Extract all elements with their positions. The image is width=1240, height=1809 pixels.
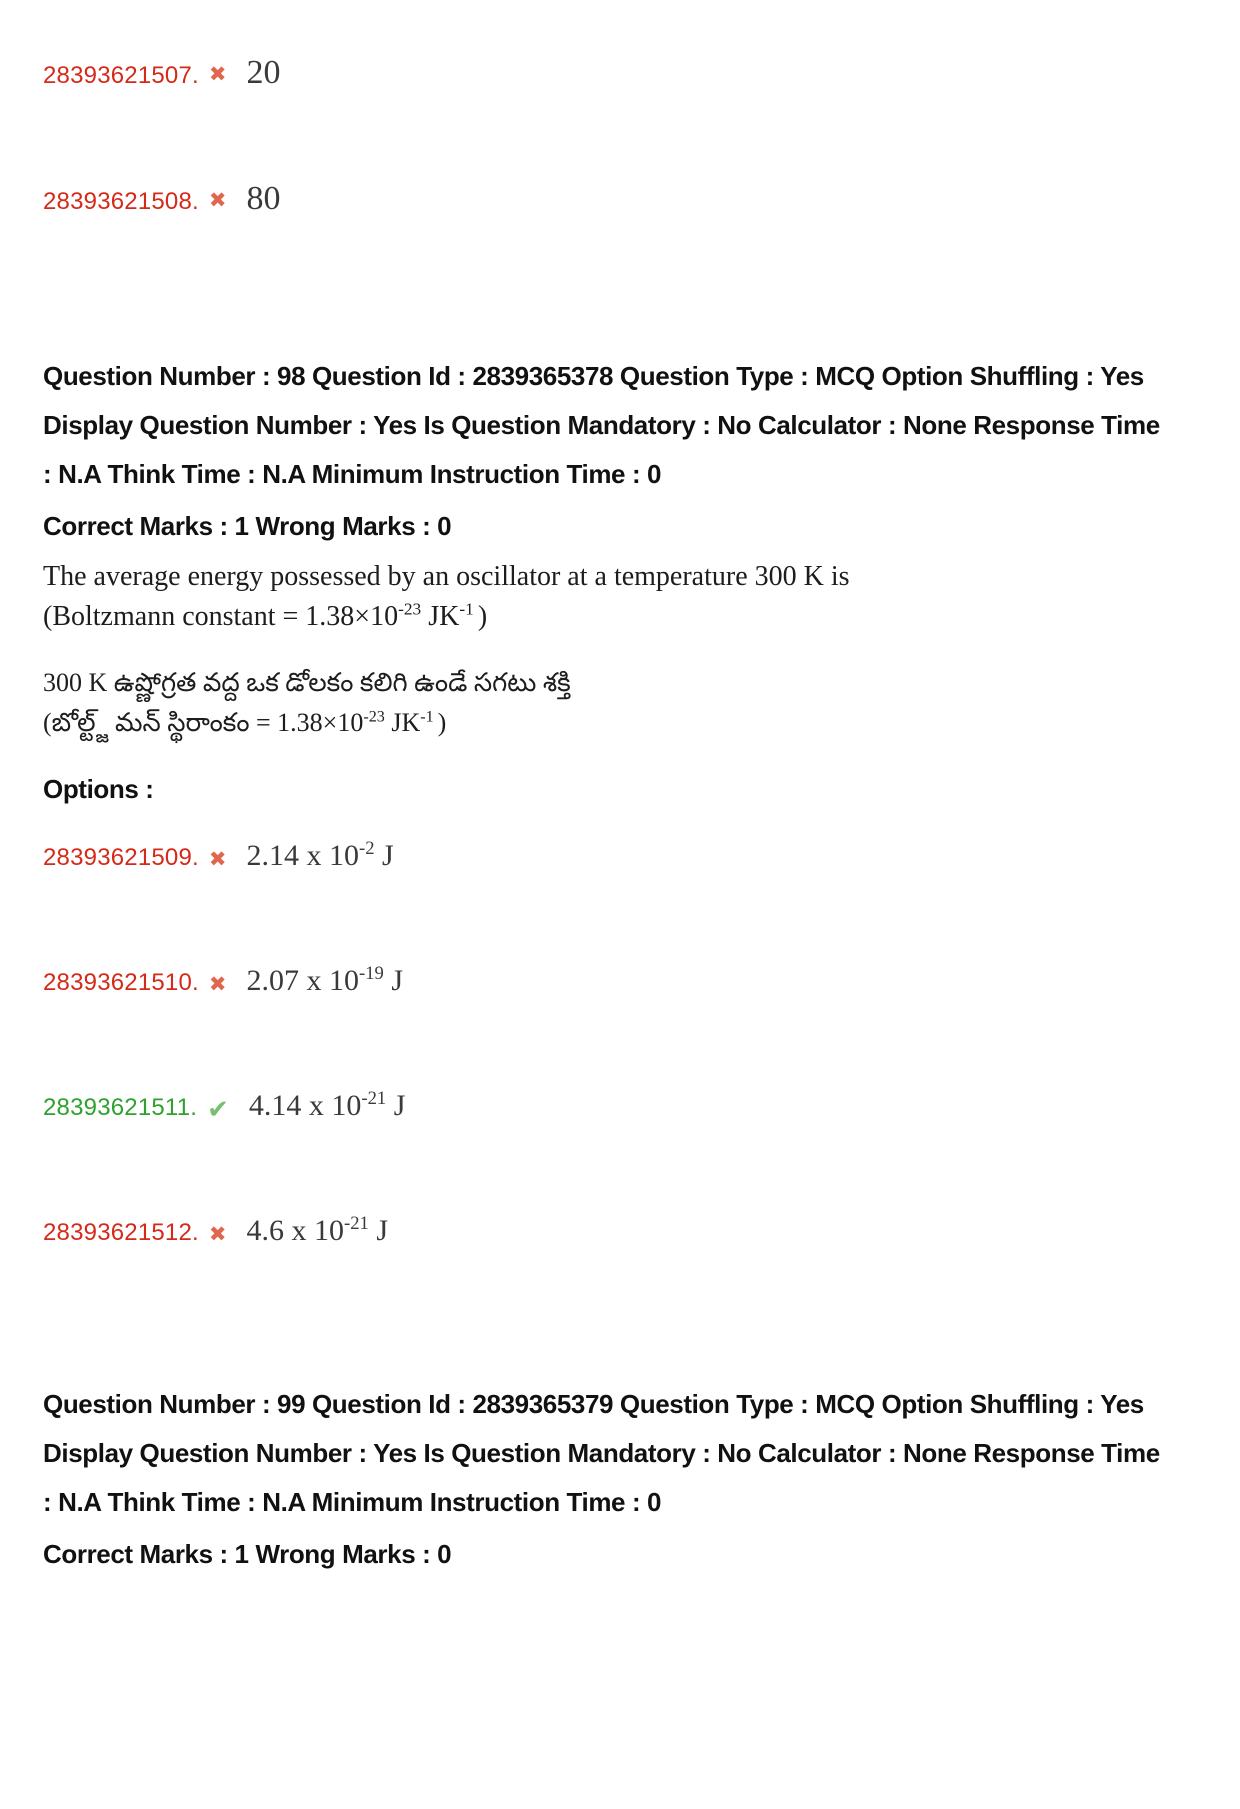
question-text-line: (బోల్ట్జ్ మన్ స్థిరాంకం = $1.38\times 10^{-23}$ $JK^{-1}$ ) xyxy=(43,708,447,737)
answer-option-row xyxy=(43,180,1204,220)
options-label: Options : xyxy=(43,774,154,804)
question-99-marks: Correct Marks : 1 Wrong Marks : 0 xyxy=(43,1539,452,1569)
answer-option-row-correct xyxy=(43,1089,1204,1129)
answer-key-page xyxy=(0,54,1240,1569)
option-value: 80 xyxy=(246,180,281,217)
wrong-cross-icon: ✖ xyxy=(208,847,227,871)
question-text-line: (Boltzmann constant = $1.38\times 10^{-23}$ $JK^{-1}$ ) xyxy=(43,599,488,632)
question-98-marks: Correct Marks : 1 Wrong Marks : 0 xyxy=(43,511,452,541)
question-99-metadata xyxy=(43,1380,1204,1527)
option-id: 28393621508. xyxy=(43,188,199,215)
question-98-metadata xyxy=(43,352,1204,499)
question-meta-line: : N.A Think Time : N.A Minimum Instruction Time : 0 xyxy=(43,459,662,489)
wrong-cross-icon: ✖ xyxy=(208,1222,227,1246)
answer-option-row xyxy=(43,839,1204,879)
question-meta-line: : N.A Think Time : N.A Minimum Instruction Time : 0 xyxy=(43,1487,662,1517)
wrong-cross-icon: ✖ xyxy=(208,188,227,212)
answer-option-row xyxy=(43,1214,1204,1254)
wrong-cross-icon: ✖ xyxy=(208,62,227,86)
option-value: 4.14 x $10^{-21}$ J xyxy=(248,1088,406,1122)
question-98-text-telugu xyxy=(43,663,1204,743)
question-meta-line: Question Number : 99 Question Id : 2839365379 Question Type : MCQ Option Shuffling : Yes xyxy=(43,1389,1144,1419)
question-meta-line: Display Question Number : Yes Is Question Mandatory : No Calculator : None Response Time xyxy=(43,410,1160,440)
option-id: 28393621510. xyxy=(43,969,199,996)
question-meta-line: Question Number : 98 Question Id : 2839365378 Question Type : MCQ Option Shuffling : Yes xyxy=(43,361,1144,391)
option-id: 28393621507. xyxy=(43,62,199,89)
wrong-cross-icon: ✖ xyxy=(208,972,227,996)
question-text-line: The average energy possessed by an oscillator at a temperature 300 K is xyxy=(43,561,850,592)
option-value: 2.14 x $10^{-2}$ J xyxy=(246,838,394,872)
question-text-line: 300 K ఉష్ణోగ్రత వద్ద ఒక డోలకం కలిగి ఉండే సగటు శక్తి xyxy=(43,668,571,697)
question-98-text-english xyxy=(43,557,1204,637)
option-value: 4.6 x $10^{-21}$ J xyxy=(246,1213,388,1247)
answer-option-row xyxy=(43,54,1204,94)
option-value: 20 xyxy=(246,54,281,91)
correct-check-icon: ✔ xyxy=(207,1094,229,1124)
option-id: 28393621512. xyxy=(43,1219,199,1246)
option-value: 2.07 x $10^{-19}$ J xyxy=(246,963,403,997)
answer-option-row xyxy=(43,964,1204,1004)
question-meta-line: Display Question Number : Yes Is Question Mandatory : No Calculator : None Response Time xyxy=(43,1438,1160,1468)
option-id: 28393621509. xyxy=(43,844,199,871)
option-id: 28393621511. xyxy=(43,1094,198,1121)
